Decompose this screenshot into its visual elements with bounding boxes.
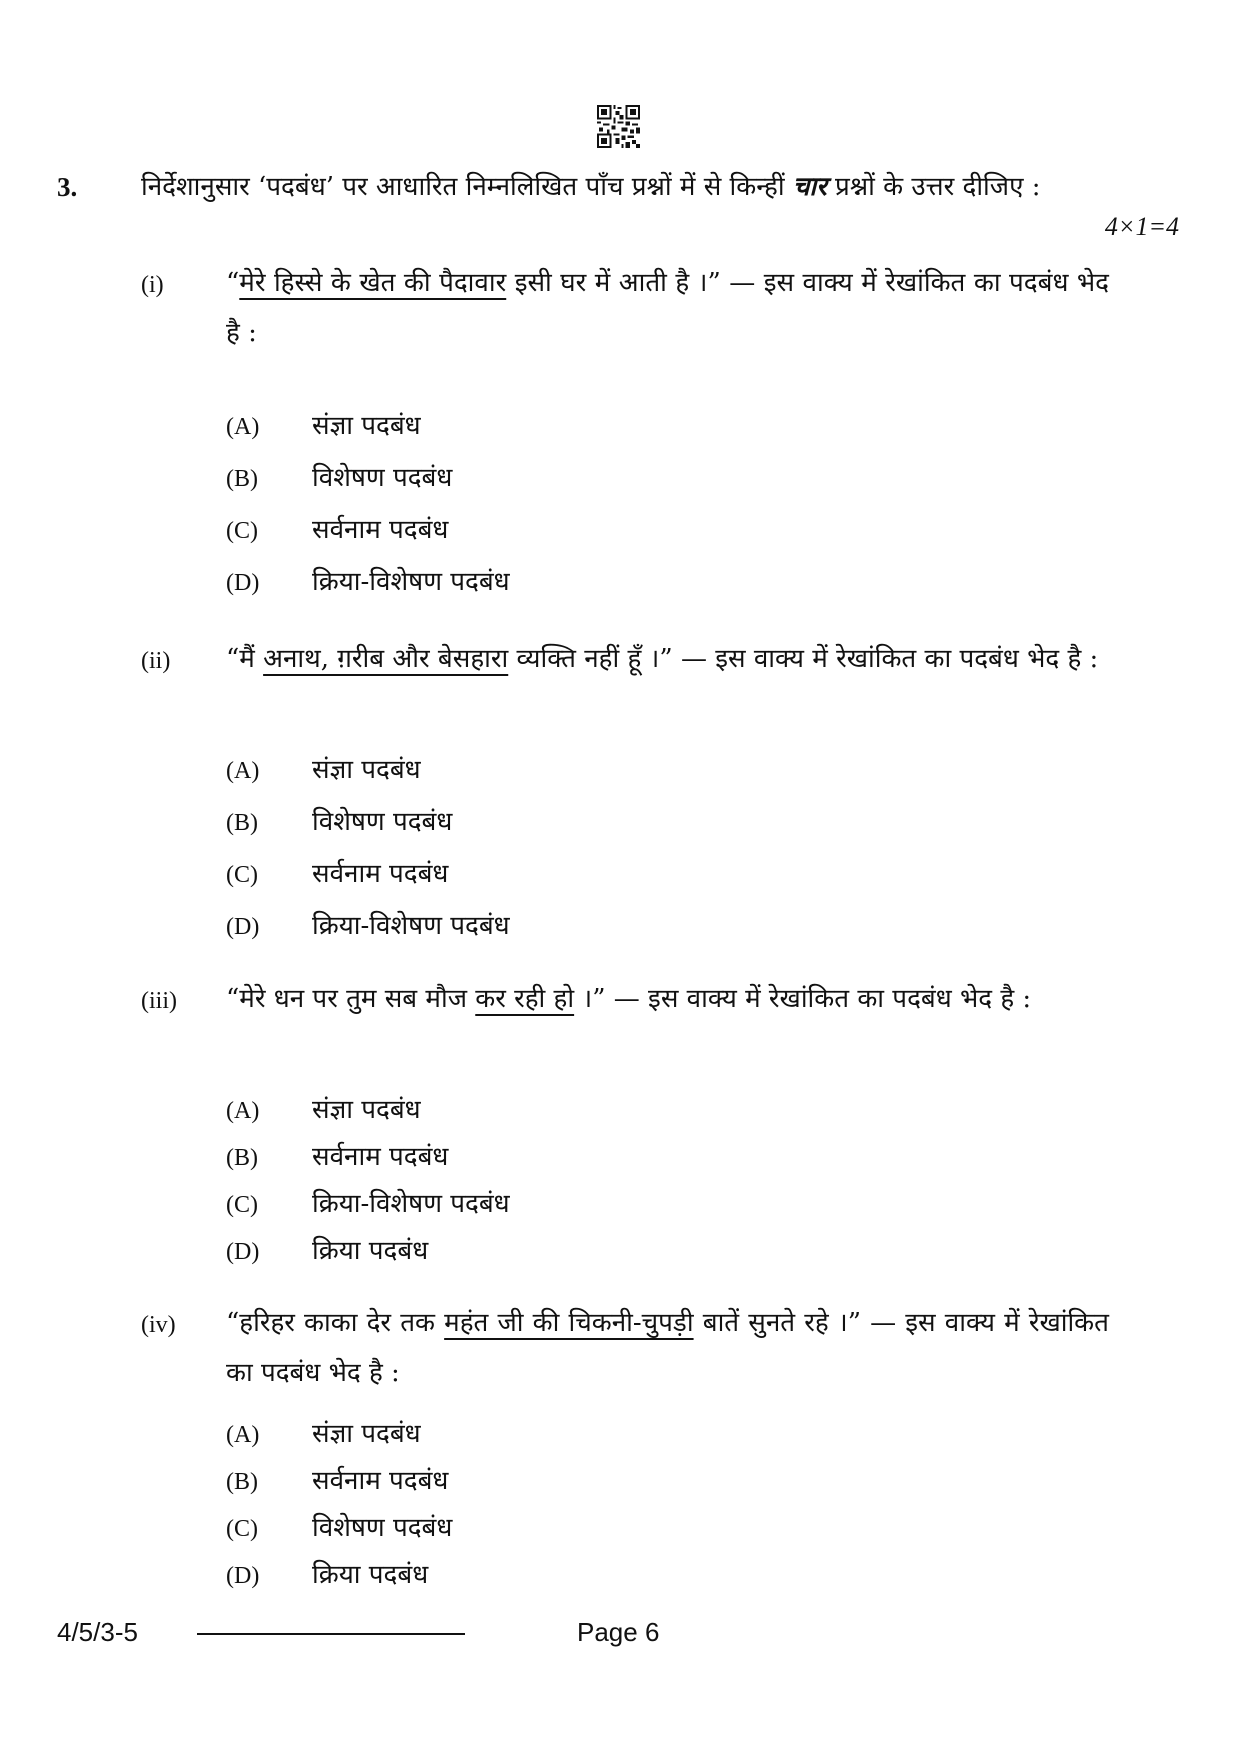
paper-code: 4/5/3-5 [57, 1617, 138, 1647]
footer-divider [197, 1633, 465, 1635]
option-b: (B) विशेषण पदबंध [226, 463, 453, 493]
qr-code [597, 105, 640, 148]
emphasis-word: चार [792, 172, 827, 202]
subquestion-text: “मेरे हिस्से के खेत की पैदावार इसी घर में आती है ।” — इस वाक्य में रेखांकित का पदबंध भेद है : [226, 268, 1109, 348]
option-b: (B) विशेषण पदबंध [226, 807, 453, 837]
subquestion-label: (iv) [141, 1312, 176, 1338]
subquestion-text: “मैं अनाथ, ग़रीब और बेसहारा व्यक्ति नहीं हूँ ।” — इस वाक्य में रेखांकित का पदबंध भेद है : [226, 644, 1099, 674]
underlined-phrase: अनाथ, ग़रीब और बेसहारा [263, 644, 509, 674]
option-d: (D) क्रिया पदबंध [226, 1560, 429, 1590]
option-c: (C) सर्वनाम पदबंध [226, 859, 449, 889]
underlined-phrase: कर रही हो [475, 984, 575, 1014]
subquestion-label: (i) [141, 272, 164, 298]
option-c: (C) क्रिया-विशेषण पदबंध [226, 1189, 510, 1219]
subquestion-text: “मेरे धन पर तुम सब मौज कर रही हो ।” — इस वाक्य में रेखांकित का पदबंध भेद है : [226, 984, 1032, 1014]
option-d: (D) क्रिया-विशेषण पदबंध [226, 911, 510, 941]
subquestion-label: (ii) [141, 648, 171, 674]
option-a: (A) संज्ञा पदबंध [226, 755, 421, 785]
page-number: Page 6 [577, 1617, 660, 1647]
option-a: (A) संज्ञा पदबंध [226, 411, 421, 441]
question-stem: निर्देशानुसार ‘पदबंध’ पर आधारित निम्नलिखित पाँच प्रश्नों में से किन्हीं चार प्रश्नों के उत्तर दीजिए : [141, 172, 1041, 202]
option-b: (B) सर्वनाम पदबंध [226, 1466, 449, 1496]
underlined-phrase: महंत जी की चिकनी-चुपड़ी [444, 1308, 694, 1338]
option-d: (D) क्रिया पदबंध [226, 1236, 429, 1266]
option-c: (C) सर्वनाम पदबंध [226, 515, 449, 545]
option-b: (B) सर्वनाम पदबंध [226, 1142, 449, 1172]
subquestion-text: “हरिहर काका देर तक महंत जी की चिकनी-चुपड़ी बातें सुनते रहे ।” — इस वाक्य में रेखांकित का पदबंध भेद है : [226, 1308, 1109, 1388]
subquestion-label: (iii) [141, 988, 177, 1014]
option-c: (C) विशेषण पदबंध [226, 1513, 453, 1543]
marks-allocation: 4×1=4 [1104, 212, 1179, 241]
question-number: 3. [57, 172, 78, 202]
option-d: (D) क्रिया-विशेषण पदबंध [226, 567, 510, 597]
underlined-phrase: मेरे हिस्से के खेत की पैदावार [239, 268, 507, 298]
option-a: (A) संज्ञा पदबंध [226, 1095, 421, 1125]
option-a: (A) संज्ञा पदबंध [226, 1419, 421, 1449]
